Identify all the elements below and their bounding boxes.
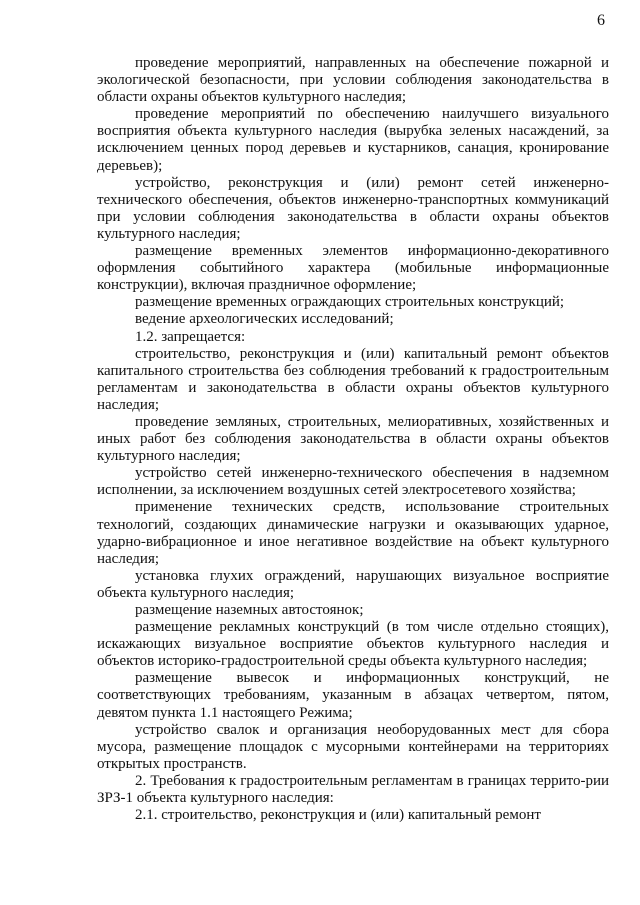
paragraph: строительство, реконструкция и (или) капитальный ремонт объектов капитального строительства без соблюдения требований к градостроительным регламентам и законодательства в области охраны объектов культурного наследия; xyxy=(97,345,609,413)
paragraph: устройство, реконструкция и (или) ремонт сетей инженерно-технического обеспечения, объектов инженерно-транспортных коммуникаций при условии соблюдения законодательства в области охраны объектов культурного наследия; xyxy=(97,174,609,242)
paragraph: применение технических средств, использование строительных технологий, создающих динамические нагрузки и оказывающих ударное, ударно-вибрационное и иное негативное воздействие на объект культурного наследия; xyxy=(97,499,609,567)
paragraph: размещение временных ограждающих строительных конструкций; xyxy=(135,294,565,311)
paragraph: установка глухих ограждений, нарушающих визуальное восприятие объекта культурного наследия; xyxy=(97,567,609,601)
page-number: 6 xyxy=(597,12,605,29)
section-heading: 1.2. запрещается: xyxy=(135,328,246,345)
paragraph: размещение вывесок и информационных конструкций, не соответствующих требованиям, указанным в абзацах четвертом, пятом, девятом пункта 1.1 настоящего Режима; xyxy=(97,670,609,721)
paragraph: размещение рекламных конструкций (в том числе отдельно стоящих), искажающих визуальное восприятие объектов культурного наследия и объектов историко-градостроительной среды объекта культурного наследия; xyxy=(97,619,609,670)
paragraph: ведение археологических исследований; xyxy=(135,311,394,328)
paragraph: устройство свалок и организация необорудованных мест для сбора мусора, размещение площадок с мусорными контейнерами на территориях открытых пространств. xyxy=(97,721,609,772)
paragraph: размещение временных элементов информационно-декоративного оформления событийного характера (мобильные информационные конструкции), включая праздничное оформление; xyxy=(97,243,609,294)
paragraph: проведение мероприятий по обеспечению наилучшего визуального восприятия объекта культурного наследия (вырубка зеленых насаждений, за исключением ценных пород деревьев и кустарников, санация, кронирование деревьев); xyxy=(97,106,609,174)
section-heading: 2. Требования к градостроительным регламентам в границах террито-рии ЗРЗ-1 объекта культурного наследия: xyxy=(97,772,609,807)
document-body xyxy=(97,55,609,824)
paragraph: проведение мероприятий, направленных на обеспечение пожарной и экологической безопасности, при условии соблюдения законодательства в области охраны объектов культурного наследия; xyxy=(97,55,609,106)
paragraph: устройство сетей инженерно-технического обеспечения в надземном исполнении, за исключением воздушных сетей электросетевого хозяйства; xyxy=(97,465,609,499)
paragraph: размещение наземных автостоянок; xyxy=(135,602,364,618)
paragraph: 2.1. строительство, реконструкция и (или) капитальный ремонт xyxy=(135,807,541,824)
paragraph: проведение земляных, строительных, мелиоративных, хозяйственных и иных работ без соблюдения законодательства в области охраны объектов культурного наследия; xyxy=(97,413,609,465)
